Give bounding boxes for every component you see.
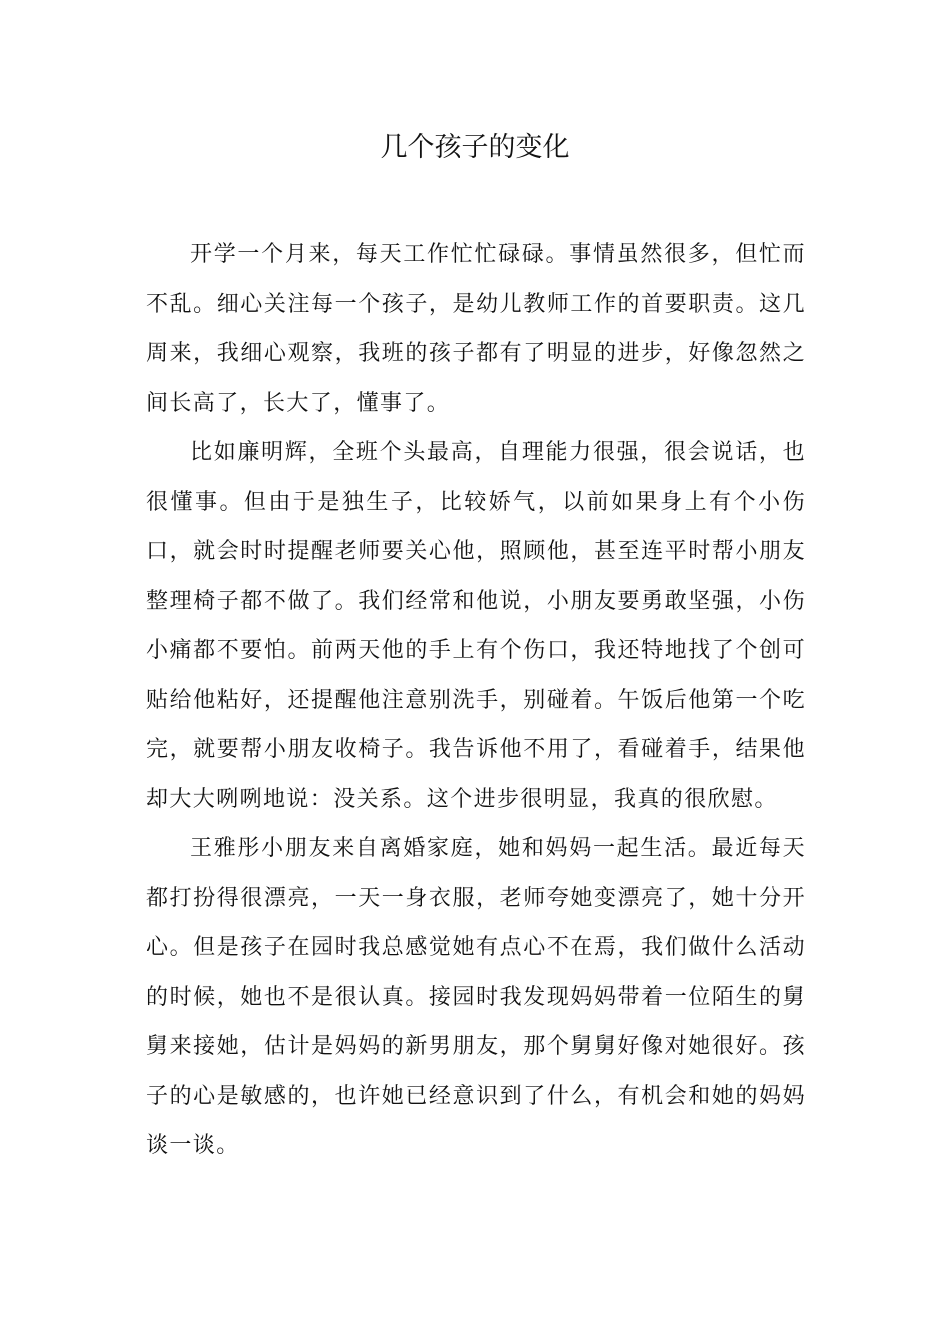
paragraph-3: 王雅彤小朋友来自离婚家庭，她和妈妈一起生活。最近每天都打扮得很漂亮，一天一身衣服，老师夸她变漂亮了，她十分开心。但是孩子在园时我总感觉她有点心不在焉，我们做什么活动的时候，她也不是很认真。接园时我发现妈妈带着一位陌生的舅舅来接她，估计是妈妈的新男朋友，那个舅舅好像对她很好。孩子的心是敏感的，也许她已经意识到了什么，有机会和她的妈妈谈一谈。 (146, 836, 806, 1158)
document-title: 几个孩子的变化 (380, 132, 570, 163)
paragraph-2: 比如廉明辉，全班个头最高，自理能力很强，很会说话，也很懂事。但由于是独生子，比较娇气，以前如果身上有个小伤口，就会时时提醒老师要关心他，照顾他，甚至连平时帮小朋友整理椅子都不做了。我们经常和他说，小朋友要勇敢坚强，小伤小痛都不要怕。前两天他的手上有个伤口，我还特地找了个创可贴给他粘好，还提醒他注意别洗手，别碰着。午饭后他第一个吃完，就要帮小朋友收椅子。我告诉他不用了，看碰着手，结果他却大大咧咧地说：没关系。这个进步很明显，我真的很欣慰。 (146, 440, 806, 812)
document-body (146, 230, 806, 1171)
paragraph-1: 开学一个月来，每天工作忙忙碌碌。事情虽然很多，但忙而不乱。细心关注每一个孩子，是幼儿教师工作的首要职责。这几周来，我细心观察，我班的孩子都有了明显的进步，好像忽然之间长高了，长大了，懂事了。 (146, 242, 806, 416)
